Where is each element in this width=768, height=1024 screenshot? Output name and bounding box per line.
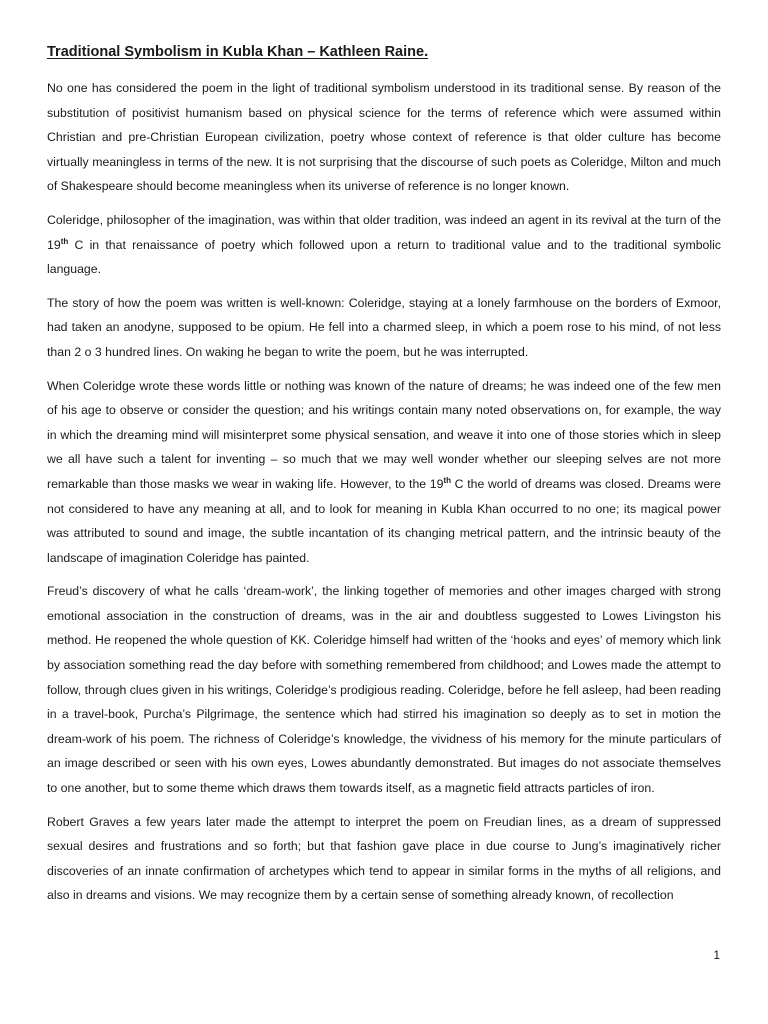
paragraph-4-text-a: When Coleridge wrote these words little or nothing was known of the nature of dreams; he was indeed one of the few men of his age to observe or consider the question; and his writings contain many noted observations on, for example, the way in which the dreaming mind will misinterpret some physical sensation, and weave it into one of those stories which in sleep we all have such a talent for inventing – so much that we may well wonder whether our sleeping selves are not more remarkable than those masks we wear in waking life. However, to the 19 bbox=[47, 378, 721, 491]
paragraph-3-text: The story of how the poem was written is well-known: Coleridge, staying at a lonely farmhouse on the borders of Exmoor, had taken an anodyne, supposed to be opium. He fell into a charmed sleep, in which a poem rose to his mind, of not less than 2 o 3 hundred lines. On waking he began to write the poem, but he was interrupted. bbox=[47, 295, 721, 359]
document-title: Traditional Symbolism in Kubla Khan – Kathleen Raine. bbox=[47, 44, 429, 60]
paragraph-1 bbox=[47, 76, 721, 199]
paragraph-3 bbox=[47, 291, 721, 365]
paragraph-1-text: No one has considered the poem in the light of traditional symbolism understood in its traditional sense. By reason of the substitution of positivist humanism based on physical science for the terms of reference which were assumed within Christian and pre-Christian European civilization, poetry whose context of reference is that older culture has become virtually meaningless in terms of the new. It is not surprising that the discourse of such poets as Coleridge, Milton and much of Shakespeare should become meaningless when its universe of reference is no longer known. bbox=[47, 81, 721, 194]
paragraph-2 bbox=[47, 208, 721, 282]
paragraph-2-text-a: Coleridge, philosopher of the imagination, was within that older tradition, was indeed an agent in its revival at the turn of the 19 bbox=[47, 212, 721, 252]
page-number: 1 bbox=[713, 948, 720, 962]
paragraph-5-text: Freud’s discovery of what he calls ‘dream-work’, the linking together of memories and other images charged with strong emotional association in the construction of dreams, was in the air and doubtless suggested to Lowes Livingston his method. He reopened the whole question of KK. Coleridge himself had written of the ‘hooks and eyes’ of memory which link by association something read the day before with something remembered from childhood; and Lowes made the attempt to follow, through clues given in his writings, Coleridge’s prodigious reading. Coleridge, before he fell asleep, had been reading in a travel-book, Purcha’s Pilgrimage, the sentence which had stirred his imagination so deeply as to set in motion the dream-work of his poem. The richness of Coleridge’s knowledge, the vividness of his memory for the minute particulars of an image described or seen with his own eyes, Lowes abundantly demonstrated. But images do not associate themselves to one another, but to some theme which draws them towards itself, as a magnetic field attracts particles of iron. bbox=[47, 584, 721, 796]
paragraph-6-text: Robert Graves a few years later made the attempt to interpret the poem on Freudian lines, as a dream of suppressed sexual desires and frustrations and so forth; but that fashion gave place in due course to Jung’s imaginatively richer discoveries of an innate confirmation of archetypes which tend to appear in similar forms in the myths of all religions, and also in dreams and visions. We may recognize them by a certain sense of something already known, of recollection bbox=[47, 814, 721, 903]
paragraph-4-text-b: C the world of dreams was closed. Dreams were not considered to have any meaning at all, and to look for meaning in Kubla Khan occurred to no one; its magical power was attributed to sound and image, the subtle incantation of its changing metrical pattern, and the intrinsic beauty of the landscape of imagination Coleridge has painted. bbox=[47, 476, 721, 565]
paragraph-6 bbox=[47, 810, 721, 908]
paragraph-5 bbox=[47, 579, 721, 800]
paragraph-2-superscript: th bbox=[60, 236, 69, 246]
paragraph-2-text-b: C in that renaissance of poetry which followed upon a return to traditional value and to the traditional symbolic language. bbox=[47, 237, 721, 277]
document-content bbox=[47, 44, 721, 917]
paragraph-4 bbox=[47, 374, 721, 571]
paragraph-4-superscript: th bbox=[443, 475, 452, 485]
